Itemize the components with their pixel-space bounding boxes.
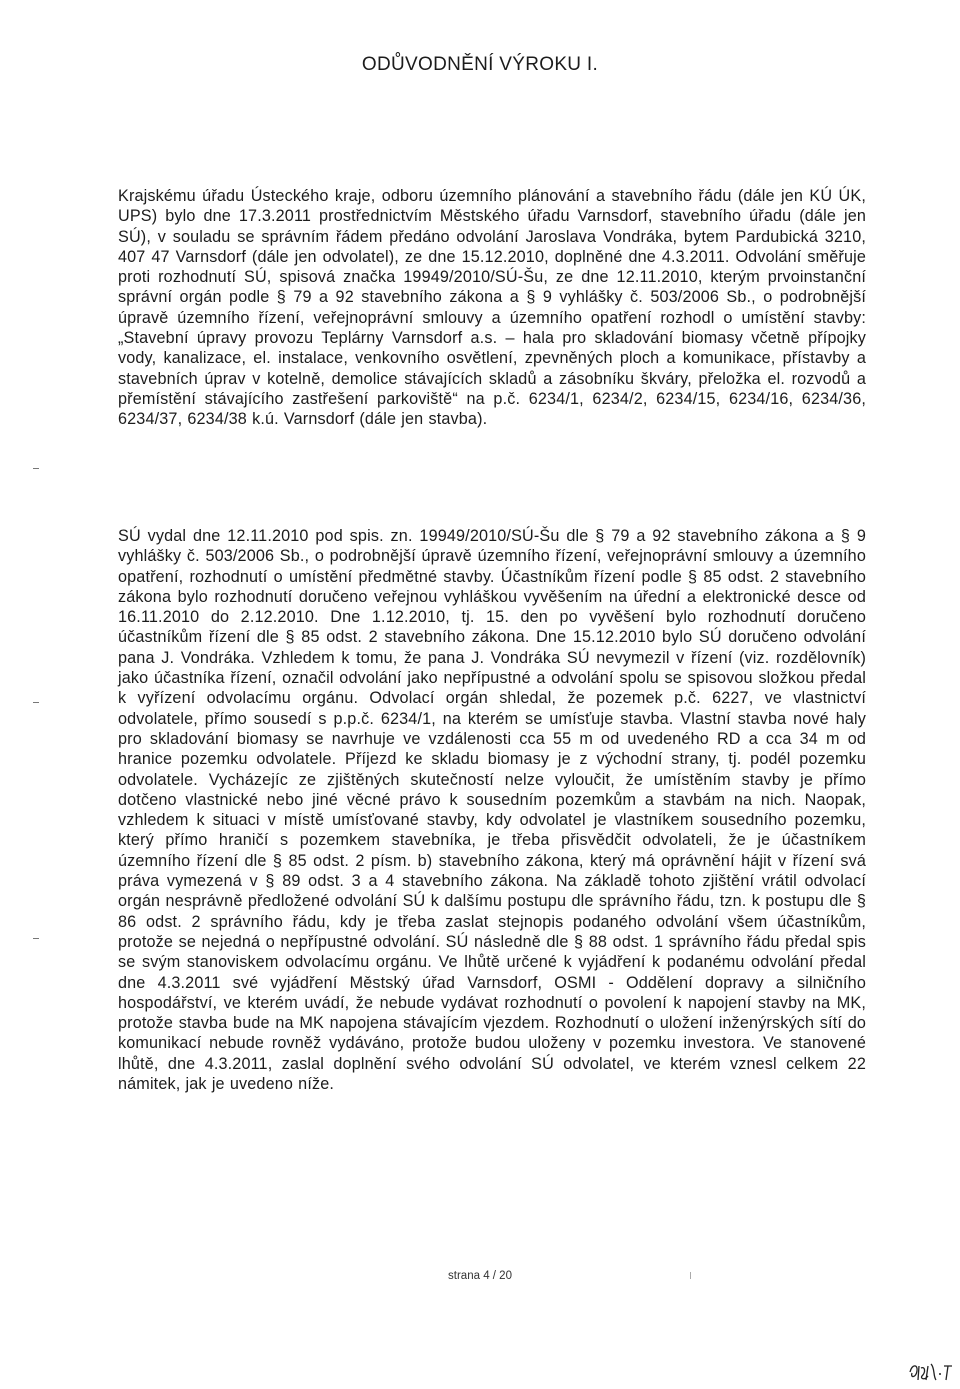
margin-tick: [33, 468, 39, 469]
paragraph-intro: Krajskému úřadu Ústeckého kraje, odboru územního plánování a stavebního řádu (dále jen KÚ ÚK, UPS) bylo dne 17.3.2011 prostřednictvím Městského úřadu Varnsdorf, stavebního úřadu (dále jen SÚ), v souladu se správním řádem předáno odvolání Jaroslava Vondráka, bytem Pardubická 3210, 407 47 Varnsdorf (dále jen odvolatel), ze dne 15.12.2010, doplněné dne 4.3.2011. Odvolání směřuje proti rozhodnutí SÚ, spisová značka 19949/2010/SÚ-Šu, ze dne 12.11.2010, kterým prvoinstanční správní orgán podle § 79 a 92 stavebního zákona a § 9 vyhlášky č. 503/2006 Sb., o podrobnější úpravě územního řízení, veřejnoprávní smlouvy a územního opatření rozhodl o umístění stavby: „Stavební úpravy provozu Teplárny Varnsdorf a.s. – hala pro skladování biomasy včetně přípojky vody, kanalizace, el. instalace, venkovního osvětlení, zpevněných ploch a komunikace, přístavby a stavebních úprav v kotelně, demolice stávajících skladů a zásobníku škváry, přeložka el. rozvodů a přemístění stávajícího zastřešení parkoviště“ na p.č. 6234/1, 6234/2, 6234/15, 6234/16, 6234/36, 6234/37, 6234/38 k.ú. Varnsdorf (dále jen stavba).: [118, 187, 866, 429]
page-number: strana 4 / 20: [448, 1270, 512, 1282]
margin-tick: [33, 938, 39, 939]
signature-mark: [906, 1358, 956, 1384]
paragraph-reasoning: SÚ vydal dne 12.11.2010 pod spis. zn. 19949/2010/SÚ-Šu dle § 79 a 92 stavebního zákona a § 9 vyhlášky č. 503/2006 Sb., o podrobnější úpravě územního řízení, veřejnoprávní smlouvy a územního opatření, rozhodnutí o umístění předmětné stavby. Účastníkům řízení podle § 85 odst. 2 stavebního zákona bylo rozhodnutí doručeno veřejnou vyhláškou vyvěšením na úřední a elektronické desce od 16.11.2010 do 2.12.2010. Dne 1.12.2010, tj. 15. den po vyvěšení bylo rozhodnutí doručeno účastníkům řízení dle § 85 odst. 2 stavebního zákona. Dne 15.12.2010 bylo SÚ doručeno odvolání pana J. Vondráka. Vzhledem k tomu, že pana J. Vondráka SÚ nevymezil v řízení (viz. rozdělovník) jako účastníka řízení, označil odvolání jako nepřípustné a odvolání spolu se spisovou složkou předal k vyřízení odvolacímu orgánu. Odvolací orgán shledal, že pozemek p.č. 6227, ve vlastnictví odvolatele, přímo sousedí s p.p.č. 6234/1, na kterém se umísťuje stavba. Vlastní stavba nové haly pro skladování biomasy se navrhuje ve vzdálenosti cca 55 m od uvedeného RD a cca 34 m od hranice pozemku odvolatele. Příjezd ke skladu biomasy je z východní strany, tj. podél pozemku odvolatele. Vycházejíc ze zjištěných skutečností nelze vyloučit, že umístěním stavby je přímo dotčeno vlastnické nebo jiné věcné právo k sousedním pozemkům a stavbám na nich. Naopak, vzhledem k situaci v místě umísťované stavby, kdy odvolatel je vlastníkem sousedního pozemku, který přímo hraničí s pozemkem stavebníka, je třeba přisvědčit odvolateli, že je účastníkem územního řízení dle § 85 odst. 2 písm. b) stavebního zákona, který má oprávnění hájit v řízení svá práva vymezená v § 89 odst. 3 a 4 stavebního zákona. Na základě tohoto zjištění vrátil odvolací orgán nesprávně předložené odvolání SÚ k dalšímu postupu dle správního řádu, tzn. k postupu dle § 86 odst. 2 správního řádu, kdy je třeba zaslat stejnopis podaného odvolání všem účastníkům, protože se nejedná o nepřípustné odvolání. SÚ následně dle § 88 odst. 1 správního řádu předal spis se svým stanoviskem odvolacímu orgánu. Ve lhůtě určené k vyjádření k podanému odvolání předal dne 4.3.2011 své vyjádření Městský úřad Varnsdorf, OSMI - Oddělení dopravy a silničního hospodářství, ve kterém uvádí, že nebude vydávat rozhodnutí o povolení k napojení stavby na MK, protože stavba bude na MK napojena stávajícím vjezdem. Rozhodnutí o uložení inženýrských sítí do komunikací nebude rovněž vydáváno, protože budou uloženy v pozemku investora. Ve stanovené lhůtě, dne 4.3.2011, zaslal doplnění svého odvolání SÚ odvolatel, ve kterém vznesl celkem 22 námitek, jak je uvedeno níže.: [118, 527, 866, 1094]
margin-tick: [33, 702, 39, 703]
section-heading: ODŮVODNĚNÍ VÝROKU I.: [361, 54, 599, 75]
